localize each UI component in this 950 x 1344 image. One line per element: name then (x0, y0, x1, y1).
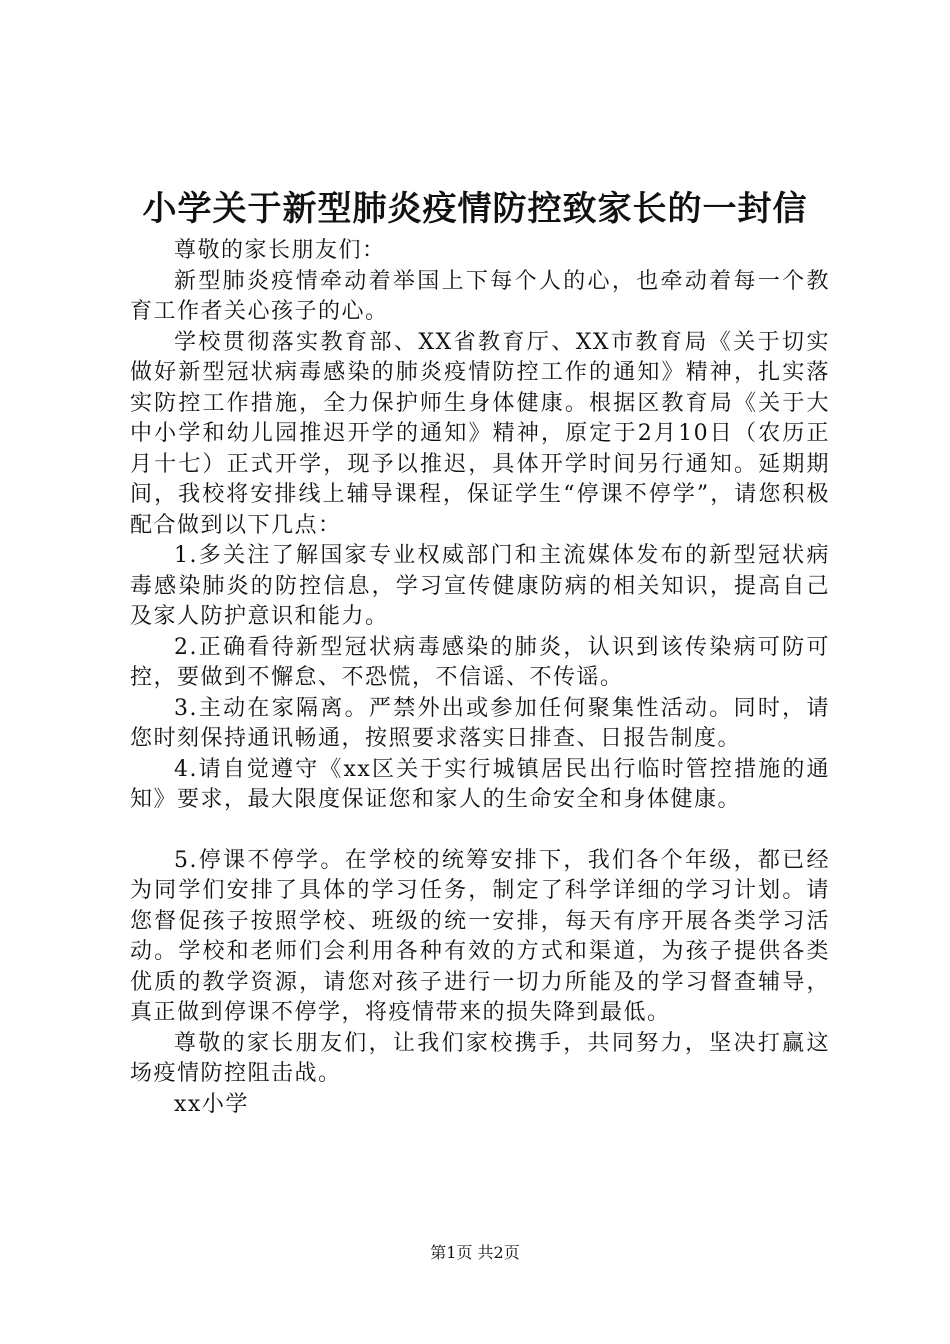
signature: xx小学 (174, 1091, 249, 1117)
paragraph-notice: 学校贯彻落实教育部、XX省教育厅、XX市教育局《关于切实做好新型冠状病毒感染的肺炎疫情防控工作的通知》精神，扎实落实防控工作措施，全力保护师生身体健康。根据区教育局《关于大中小学和幼儿园推迟开学的通知》精神，原定于2月10日（农历正月十七）正式开学，现予以推迟，具体开学时间另行通知。延期期间，我校将安排线上辅导课程，保证学生“停课不停学”，请您积极配合做到以下几点： (130, 329, 830, 538)
page-footer: 第1页 共2页 (430, 1243, 520, 1262)
document-title: 小学关于新型肺炎疫情防控致家长的一封信 (142, 189, 808, 229)
letter-body (130, 236, 830, 1120)
paragraph-item-4: 4.请自觉遵守《xx区关于实行城镇居民出行临时管控措施的通知》要求，最大限度保证您和家人的生命安全和身体健康。 (130, 756, 830, 812)
paragraph-closing: 尊敬的家长朋友们，让我们家校携手，共同努力，坚决打赢这场疫情防控阻击战。 (130, 1030, 830, 1086)
paragraph-item-2: 2.正确看待新型冠状病毒感染的肺炎，认识到该传染病可防可控，要做到不懈怠、不恐慌，不信谣、不传谣。 (130, 634, 830, 690)
salutation: 尊敬的家长朋友们： (174, 238, 386, 263)
paragraph-item-3: 3.主动在家隔离。严禁外出或参加任何聚集性活动。同时，请您时刻保持通讯畅通，按照要求落实日排查、日报告制度。 (130, 695, 830, 751)
paragraph-item-1: 1.多关注了解国家专业权威部门和主流媒体发布的新型冠状病毒感染肺炎的防控信息，学习宣传健康防病的相关知识，提高自己及家人防护意识和能力。 (130, 543, 830, 629)
paragraph-item-5: 5.停课不停学。在学校的统筹安排下，我们各个年级，都已经为同学们安排了具体的学习任务，制定了科学详细的学习计划。请您督促孩子按照学校、班级的统一安排，每天有序开展各类学习活动。学校和老师们会利用各种有效的方式和渠道，为孩子提供各类优质的教学资源，请您对孩子进行一切力所能及的学习督查辅导，真正做到停课不停学，将疫情带来的损失降到最低。 (130, 847, 830, 1025)
paragraph-intro: 新型肺炎疫情牵动着举国上下每个人的心，也牵动着每一个教育工作者关心孩子的心。 (130, 268, 830, 324)
